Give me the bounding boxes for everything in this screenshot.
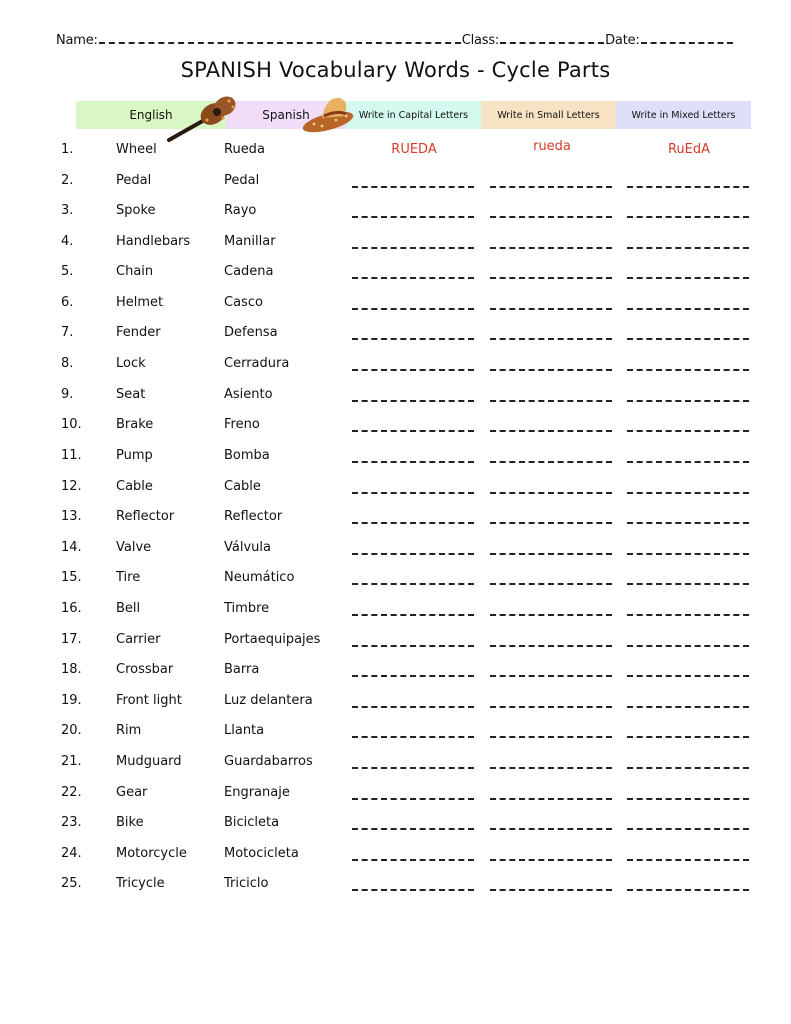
- capital-answer-blank[interactable]: [352, 889, 474, 891]
- english-word: Bike: [116, 815, 144, 830]
- name-label: Name:: [56, 33, 98, 48]
- english-word: Chain: [116, 264, 154, 279]
- table-row: [0, 321, 791, 347]
- spanish-word: Rayo: [224, 203, 257, 218]
- spanish-word: Timbre: [224, 601, 270, 616]
- small-answer-blank[interactable]: [490, 736, 612, 738]
- mixed-answer-blank[interactable]: [627, 247, 749, 249]
- table-row: [0, 597, 791, 623]
- spanish-word: Bomba: [224, 448, 270, 463]
- mixed-answer-blank[interactable]: [627, 522, 749, 524]
- mixed-answer-blank[interactable]: [627, 461, 749, 463]
- english-word: Mudguard: [116, 754, 182, 769]
- capital-answer-blank[interactable]: [352, 553, 474, 555]
- row-number: 24.: [61, 846, 82, 861]
- row-number: 18.: [61, 662, 82, 677]
- english-word: Motorcycle: [116, 846, 187, 861]
- capital-answer-blank[interactable]: [352, 308, 474, 310]
- small-answer-blank[interactable]: [490, 553, 612, 555]
- capital-answer-blank[interactable]: [352, 338, 474, 340]
- table-row: [0, 352, 791, 378]
- capital-answer-blank[interactable]: [352, 522, 474, 524]
- capital-answer-blank[interactable]: [352, 767, 474, 769]
- table-row: [0, 199, 791, 225]
- spanish-word: Neumático: [224, 570, 295, 585]
- spanish-word: Rueda: [224, 142, 265, 157]
- row-number: 11.: [61, 448, 82, 463]
- column-header-spanish: Spanish: [226, 101, 346, 129]
- row-number: 25.: [61, 876, 82, 891]
- date-field[interactable]: [641, 32, 733, 44]
- table-row: [0, 444, 791, 470]
- mixed-answer-blank[interactable]: [627, 186, 749, 188]
- row-number: 6.: [61, 295, 74, 310]
- small-answer-blank[interactable]: [490, 798, 612, 800]
- table-row: [0, 719, 791, 745]
- english-word: Brake: [116, 417, 154, 432]
- table-row: [0, 658, 791, 684]
- spanish-word: Asiento: [224, 387, 273, 402]
- small-answer-blank[interactable]: [490, 461, 612, 463]
- student-info-line: [56, 32, 748, 48]
- english-word: Seat: [116, 387, 146, 402]
- column-header-capital: Write in Capital Letters: [346, 101, 481, 129]
- small-answer-blank[interactable]: [490, 767, 612, 769]
- small-answer-blank[interactable]: [490, 522, 612, 524]
- table-row: [0, 750, 791, 776]
- small-answer-blank[interactable]: [490, 277, 612, 279]
- spanish-word: Cerradura: [224, 356, 290, 371]
- table-row: [0, 260, 791, 286]
- row-number: 9.: [61, 387, 74, 402]
- row-number: 7.: [61, 325, 74, 340]
- small-answer-blank[interactable]: [490, 614, 612, 616]
- spanish-word: Engranaje: [224, 785, 290, 800]
- spanish-word: Motocicleta: [224, 846, 299, 861]
- capital-answer-blank[interactable]: [352, 859, 474, 861]
- capital-answer-blank[interactable]: [352, 461, 474, 463]
- table-row: [0, 169, 791, 195]
- small-answer-blank[interactable]: [490, 400, 612, 402]
- row-number: 13.: [61, 509, 82, 524]
- english-word: Handlebars: [116, 234, 191, 249]
- capital-answer-blank[interactable]: [352, 186, 474, 188]
- english-word: Lock: [116, 356, 146, 371]
- row-number: 15.: [61, 570, 82, 585]
- row-number: 5.: [61, 264, 74, 279]
- spanish-word: Barra: [224, 662, 260, 677]
- small-answer-blank[interactable]: [490, 308, 612, 310]
- row-number: 23.: [61, 815, 82, 830]
- spanish-word: Reflector: [224, 509, 283, 524]
- small-answer-blank[interactable]: [490, 216, 612, 218]
- english-word: Reflector: [116, 509, 175, 524]
- small-answer-blank[interactable]: [490, 706, 612, 708]
- small-answer-blank[interactable]: [490, 859, 612, 861]
- table-row: [0, 291, 791, 317]
- mixed-answer-blank[interactable]: [627, 614, 749, 616]
- row-number: 8.: [61, 356, 74, 371]
- small-answer-blank[interactable]: [490, 492, 612, 494]
- english-word: Gear: [116, 785, 148, 800]
- spanish-word: Triciclo: [224, 876, 269, 891]
- row-number: 19.: [61, 693, 82, 708]
- capital-answer-blank[interactable]: [352, 216, 474, 218]
- english-word: Tricycle: [116, 876, 165, 891]
- date-label: Date:: [605, 33, 640, 48]
- row-number: 16.: [61, 601, 82, 616]
- capital-answer-blank[interactable]: [352, 675, 474, 677]
- mixed-answer-blank[interactable]: [627, 706, 749, 708]
- table-row: [0, 628, 791, 654]
- table-row: [0, 536, 791, 562]
- row-number: 20.: [61, 723, 82, 738]
- row-number: 12.: [61, 479, 82, 494]
- spanish-word: Manillar: [224, 234, 276, 249]
- spanish-word: Bicicleta: [224, 815, 280, 830]
- small-answer-blank[interactable]: [490, 675, 612, 677]
- example-small: rueda: [533, 139, 571, 154]
- class-field[interactable]: [500, 32, 604, 44]
- english-word: Spoke: [116, 203, 156, 218]
- mixed-answer-blank[interactable]: [627, 553, 749, 555]
- table-row: [0, 566, 791, 592]
- small-answer-blank[interactable]: [490, 338, 612, 340]
- mixed-answer-blank[interactable]: [627, 369, 749, 371]
- sombrero-icon: [300, 92, 362, 134]
- spanish-word: Válvula: [224, 540, 271, 555]
- row-number: 21.: [61, 754, 82, 769]
- capital-answer-blank[interactable]: [352, 798, 474, 800]
- english-word: Carrier: [116, 632, 161, 647]
- capital-answer-blank[interactable]: [352, 369, 474, 371]
- column-header-english: English: [76, 101, 226, 129]
- spanish-word: Pedal: [224, 173, 260, 188]
- english-word: Pedal: [116, 173, 152, 188]
- mixed-answer-blank[interactable]: [627, 736, 749, 738]
- row-number: 1.: [61, 142, 74, 157]
- table-row: [0, 872, 791, 898]
- english-word: Crossbar: [116, 662, 174, 677]
- capital-answer-blank[interactable]: [352, 583, 474, 585]
- small-answer-blank[interactable]: [490, 430, 612, 432]
- mixed-answer-blank[interactable]: [627, 889, 749, 891]
- capital-answer-blank[interactable]: [352, 430, 474, 432]
- spanish-word: Casco: [224, 295, 263, 310]
- mixed-answer-blank[interactable]: [627, 798, 749, 800]
- small-answer-blank[interactable]: [490, 828, 612, 830]
- mixed-answer-blank[interactable]: [627, 645, 749, 647]
- capital-answer-blank[interactable]: [352, 277, 474, 279]
- mixed-answer-blank[interactable]: [627, 859, 749, 861]
- small-answer-blank[interactable]: [490, 889, 612, 891]
- mixed-answer-blank[interactable]: [627, 216, 749, 218]
- spanish-word: Portaequipajes: [224, 632, 321, 647]
- row-number: 10.: [61, 417, 82, 432]
- capital-answer-blank[interactable]: [352, 492, 474, 494]
- example-mixed: RuEdA: [667, 142, 711, 157]
- spanish-word: Cable: [224, 479, 261, 494]
- table-row: [0, 230, 791, 256]
- english-word: Bell: [116, 601, 141, 616]
- row-number: 22.: [61, 785, 82, 800]
- english-word: Fender: [116, 325, 161, 340]
- example-capital: RUEDA: [391, 142, 437, 157]
- spanish-word: Luz delantera: [224, 693, 313, 708]
- mixed-answer-blank[interactable]: [627, 430, 749, 432]
- table-row: [0, 475, 791, 501]
- class-label: Class:: [461, 33, 500, 48]
- english-word: Valve: [116, 540, 152, 555]
- table-row: [0, 811, 791, 837]
- small-answer-blank[interactable]: [490, 583, 612, 585]
- mixed-answer-blank[interactable]: [627, 277, 749, 279]
- mixed-answer-blank[interactable]: [627, 308, 749, 310]
- english-word: Front light: [116, 693, 182, 708]
- mixed-answer-blank[interactable]: [627, 828, 749, 830]
- capital-answer-blank[interactable]: [352, 400, 474, 402]
- english-word: Tire: [116, 570, 141, 585]
- capital-answer-blank[interactable]: [352, 706, 474, 708]
- english-word: Wheel: [116, 142, 157, 157]
- capital-answer-blank[interactable]: [352, 614, 474, 616]
- row-number: 2.: [61, 173, 74, 188]
- small-answer-blank[interactable]: [490, 186, 612, 188]
- spanish-word: Freno: [224, 417, 260, 432]
- small-answer-blank[interactable]: [490, 369, 612, 371]
- name-field[interactable]: [99, 32, 461, 44]
- english-word: Cable: [116, 479, 153, 494]
- english-word: Rim: [116, 723, 142, 738]
- table-row: [0, 138, 791, 164]
- english-word: Pump: [116, 448, 153, 463]
- row-number: 3.: [61, 203, 74, 218]
- table-row: [0, 781, 791, 807]
- mixed-answer-blank[interactable]: [627, 338, 749, 340]
- small-answer-blank[interactable]: [490, 645, 612, 647]
- table-row: [0, 413, 791, 439]
- mixed-answer-blank[interactable]: [627, 492, 749, 494]
- mixed-answer-blank[interactable]: [627, 675, 749, 677]
- row-number: 14.: [61, 540, 82, 555]
- column-header-mixed: Write in Mixed Letters: [616, 101, 751, 129]
- capital-answer-blank[interactable]: [352, 247, 474, 249]
- english-word: Helmet: [116, 295, 164, 310]
- table-row: [0, 505, 791, 531]
- capital-answer-blank[interactable]: [352, 645, 474, 647]
- table-row: [0, 383, 791, 409]
- spanish-word: Defensa: [224, 325, 278, 340]
- mixed-answer-blank[interactable]: [627, 583, 749, 585]
- row-number: 4.: [61, 234, 74, 249]
- small-answer-blank[interactable]: [490, 247, 612, 249]
- spanish-word: Cadena: [224, 264, 274, 279]
- table-row: [0, 842, 791, 868]
- row-number: 17.: [61, 632, 82, 647]
- mixed-answer-blank[interactable]: [627, 767, 749, 769]
- page-title: SPANISH Vocabulary Words - Cycle Parts: [180, 58, 611, 82]
- mixed-answer-blank[interactable]: [627, 400, 749, 402]
- capital-answer-blank[interactable]: [352, 828, 474, 830]
- table-row: [0, 689, 791, 715]
- column-header-small: Write in Small Letters: [481, 101, 616, 129]
- spanish-word: Guardabarros: [224, 754, 313, 769]
- spanish-word: Llanta: [224, 723, 265, 738]
- capital-answer-blank[interactable]: [352, 736, 474, 738]
